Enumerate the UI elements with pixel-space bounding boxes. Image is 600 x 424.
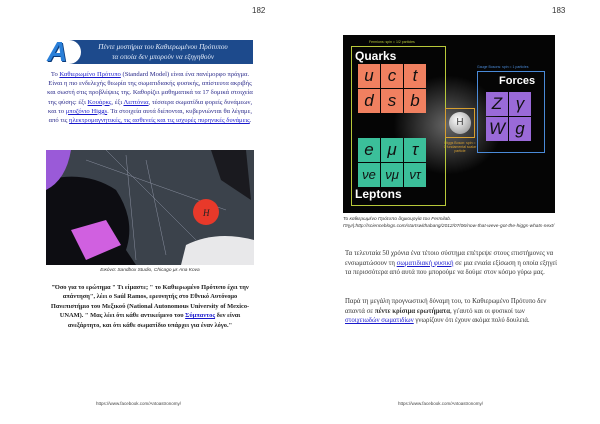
lepton-cell: νμ bbox=[381, 163, 403, 187]
link-particle-physics[interactable]: σωματιδιακή φυσική bbox=[396, 259, 454, 267]
force-cell: γ bbox=[509, 92, 531, 116]
link-elementary-particles[interactable]: στοιχειωδών σωματιδίων bbox=[345, 317, 414, 325]
banner-title-1: Πέντε μυστήρια του Καθιερωμένου Πρότυπου bbox=[98, 43, 228, 51]
intro-paragraph: Το Καθιερωμένο Πρότυπο (Standard Model) είναι ένα πανέμορφο πράγμα. Είναι η πιο ενδελεχής θεωρία της σωματιδιακής φυσικής, απίστευτα ακριβής και σωστή στις προβλέψεις της. Καθορίζει μαθηματικά τα 17 δομικά στοιχεία της φύσης: έξι Κουάρκς, έξι Λεπτόνια, τέσσερα σωματίδια φορείς δυνάμεων, και το μποζόνιο Higgs. Τα στοιχεία αυτά διέπονται, κυβερνιώνται θα λέγαμε, από τις ηλεκτρομαγνητικές, τις ασθενείς και τις ισχυρές πυρηνικές δυνάμεις. bbox=[47, 71, 253, 125]
page-number: 182 bbox=[252, 6, 266, 15]
standard-model-figure bbox=[343, 35, 555, 213]
quark-cell: b bbox=[404, 89, 426, 113]
link-quarks[interactable]: Κουάρκς bbox=[87, 98, 112, 106]
quark-cell: u bbox=[358, 64, 380, 88]
quarks-label: Quarks bbox=[355, 49, 397, 63]
link-standard-model[interactable]: Καθιερωμένο Πρότυπο bbox=[59, 71, 121, 78]
quote: "Όσο για το ερώτημα " Τι είμαστε; " το Καθιερωμένο Πρότυπο έχει την απάντηση", λέει ο Saúl Ramos, ερευνητής στο Εθνικό Αυτόνομο Πανεπιστήμιο του Μεξικού (National Autonomous University of Mexico-UNAM). " Μας λέει ότι κάθε αντικείμενο του Σύμπαντος δεν είναι ανεξάρτητο, και ότι κάθε σωματίδιο υπάρχει για έναν λόγο." bbox=[50, 284, 250, 329]
article-banner bbox=[43, 40, 253, 64]
force-cell: W bbox=[486, 117, 508, 141]
lepton-cell: e bbox=[358, 138, 380, 162]
leptons-label: Leptons bbox=[355, 187, 402, 201]
footer-url: https://www.facebook.com/Antoastronomy/ bbox=[398, 401, 484, 406]
link-forces[interactable]: ηλεκτρομαγνητικές, τις ασθενείς και τις ισχυρές πυρηνικές δυνάμεις bbox=[69, 117, 250, 125]
force-cell: Z bbox=[486, 92, 508, 116]
bosons-label: Gauge Bosons: spin = 1 particles bbox=[477, 65, 529, 69]
link-higgs[interactable]: μποζόνιο Higgs bbox=[65, 107, 108, 115]
fermions-label: Fermions: spin = 1/2 particles bbox=[369, 40, 415, 44]
higgs-boson: H bbox=[449, 112, 471, 134]
image-caption: Εικόνα: Sandbox Studio, Chicago με Ana Kova bbox=[100, 268, 200, 273]
paragraph-2: Παρά τη μεγάλη προγνωστική δύναμη του, το Καθιερωμένο Πρότυπο δεν απαντά σε πέντε κρίσιμα ερωτήματα, γι'αυτό και οι φυσικοί των στοιχειωδών σωματιδίων γνωρίζουν ότι έχουν ακόμα πολύ δουλειά. bbox=[345, 298, 547, 325]
quark-cell: t bbox=[404, 64, 426, 88]
page-number: 183 bbox=[552, 6, 566, 15]
quark-cell: s bbox=[381, 89, 403, 113]
quark-cell: d bbox=[358, 89, 380, 113]
logo: A bbox=[43, 40, 81, 64]
lepton-cell: ντ bbox=[404, 163, 426, 187]
lepton-cell: νe bbox=[358, 163, 380, 187]
link-universe[interactable]: Σύμπαντος bbox=[185, 312, 216, 320]
lepton-cell: μ bbox=[381, 138, 403, 162]
force-cell: g bbox=[509, 117, 531, 141]
higgs-label: Higgs Boson: spin = 0 fundamental scalar particle bbox=[443, 141, 477, 153]
illustration bbox=[46, 150, 254, 265]
paragraph-1: Τα τελευταία 50 χρόνια ένα τέτοιο σύστημα επέτρεψε στους επιστήμονες να ενσωματώσουν τη σωματιδιακή φυσική σε μια ενιαία εξίσωση η οποία εξηγεί τα περισσότερα από αυτά που μπορούμε να δούμε στον κόσμο γύρω μας. bbox=[345, 250, 558, 277]
link-leptons[interactable]: Λεπτόνια bbox=[123, 98, 149, 106]
figure-caption: Το καθιερωμένο Πρότυπο δημιουργία του Fermilab. Πηγή:http://scienceblogs.com/startswithabang/2012/07/06/now-that-weve-got-the-higgs-whats-next/ bbox=[343, 217, 555, 229]
forces-label: Forces bbox=[499, 75, 536, 87]
footer-url: https://www.facebook.com/Antoastronomy/ bbox=[96, 401, 182, 406]
banner-title-2: τα οποία δεν μπορούν να εξηγηθούν bbox=[111, 53, 215, 61]
higgs-label: H bbox=[203, 208, 210, 218]
quark-cell: c bbox=[381, 64, 403, 88]
lepton-cell: τ bbox=[404, 138, 426, 162]
